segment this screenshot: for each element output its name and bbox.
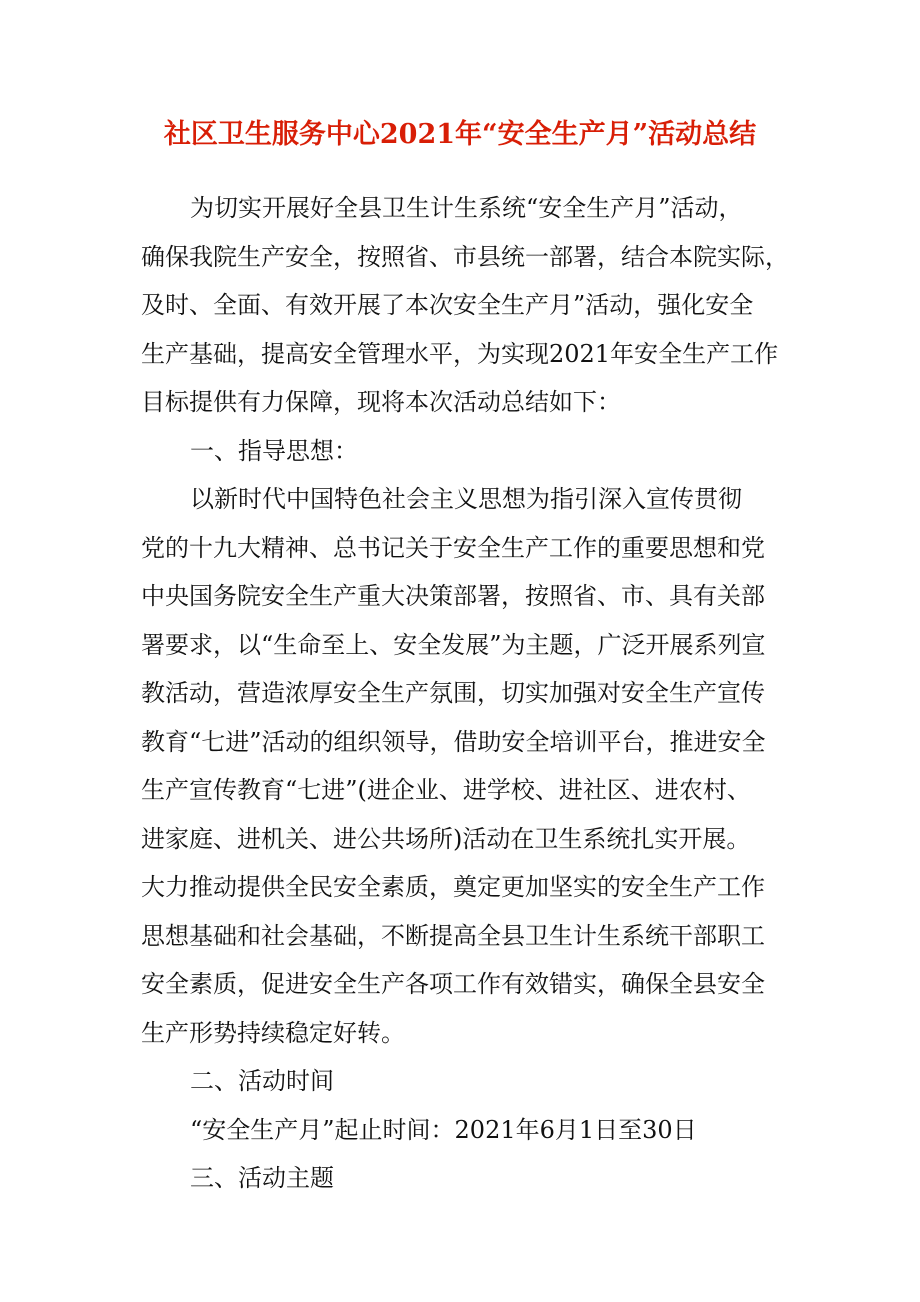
- text-line: 大力推动提供全民安全素质，奠定更加坚实的安全生产工作: [141, 873, 765, 901]
- text-line: 进家庭、进机关、进公共场所)活动在卫生系统扎实开展。: [141, 824, 751, 853]
- text-line: 及时、全面、有效开展了本次安全生产月”活动，强化安全: [141, 291, 754, 319]
- text-line: 思想基础和社会基础，不断提高全县卫生计生系统干部职工: [141, 921, 765, 950]
- text-line: 党的十九大精神、总书记关于安全生产工作的重要思想和党: [141, 533, 765, 562]
- text-line: “安全生产月”起止时间：2021年6月1日至30日: [190, 1115, 697, 1144]
- text-line: 教活动，营造浓厚安全生产氛围，切实加强对安全生产宣传: [141, 679, 765, 707]
- text-line: 署要求，以“生命至上、安全发展”为主题，广泛开展系列宣: [141, 630, 766, 659]
- text-line: 教育“七进”活动的组织领导，借助安全培训平台，推进安全: [141, 727, 766, 756]
- text-line: 生产基础，提高安全管理水平，为实现2021年安全生产工作: [141, 339, 779, 368]
- text-line: 安全素质，促进安全生产各项工作有效错实，确保全县安全: [141, 970, 765, 998]
- text-line: 二、活动时间: [190, 1067, 334, 1095]
- text-line: 一、指导思想：: [190, 436, 358, 465]
- text-line: 确保我院生产安全，按照省、市县统一部署，结合本院实际，: [141, 242, 789, 271]
- text-line: 三、活动主题: [190, 1164, 334, 1192]
- text-line: 生产形势持续稳定好转。: [141, 1018, 405, 1047]
- text-line: 目标提供有力保障，现将本次活动总结如下：: [141, 388, 621, 416]
- text-line: 中央国务院安全生产重大决策部署，按照省、市、具有关部: [141, 582, 765, 610]
- document-title: 社区卫生服务中心2021年“安全生产月”活动总结: [163, 119, 757, 150]
- text-line: 为切实开展好全县卫生计生系统“安全生产月”活动，: [190, 194, 743, 222]
- document-body: [141, 184, 791, 1203]
- text-line: 以新时代中国特色社会主义思想为指引深入宣传贯彻: [190, 485, 742, 513]
- text-line: 生产宣传教育“七进”(进企业、进学校、进社区、进农村、: [141, 776, 751, 804]
